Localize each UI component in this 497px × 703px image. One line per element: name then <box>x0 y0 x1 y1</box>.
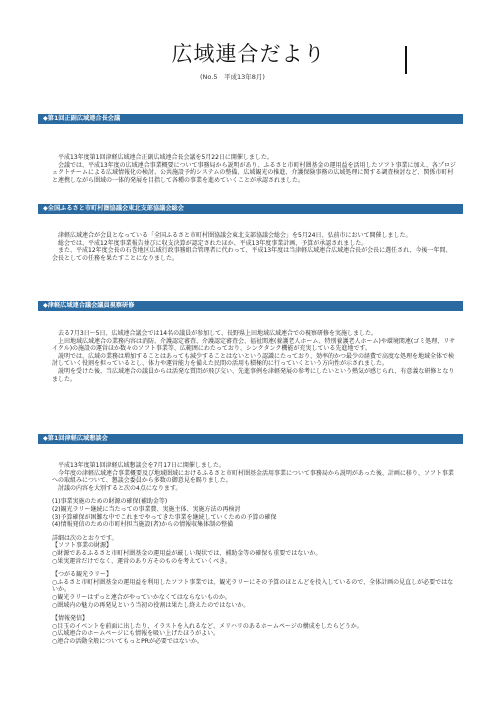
list-item: (2)観光ラリー継続に当たっての事業費、実施主体、実施方法の再検討 <box>52 505 241 513</box>
section-body-2 <box>52 232 457 262</box>
paragraph: 平成13年度第1回津軽広域連合正副広域連合長会議を5月22日に開催しました。 <box>58 154 273 161</box>
group-item: ○果実運営だけでなく、運営のあり方そのものを考えていくべき。 <box>52 557 231 565</box>
decorative-bar <box>405 46 407 74</box>
paragraph: 討議の内容を大別すると次の4点になります。 <box>58 484 182 492</box>
group-item: ○目玉のイベントを前面に出したり、イラストを入れるなど、メリハリのあるホームページの構成をしたらどうか。 <box>52 622 363 630</box>
section-body-4 <box>52 462 457 645</box>
paragraph: 津軽広域連合が会員となっている「全国ふるさと市町村圏協議会東北支部協議会総会」を5月24日、弘前市において開催しました。 <box>58 232 412 239</box>
paragraph: 総会では、平成12年度事業報告並びに収支決算が認定されたほか、平成13年度事業計画、予算が承認されました。 <box>58 239 368 247</box>
section-header-4: ◆第1回津軽広域懇談会 <box>38 434 463 444</box>
group-item: ○財源であるふるさと市町村圏基金の運用益が厳しい現状では、補助金等の確保も重要ではないか。 <box>52 549 322 557</box>
page-title: 広域連合だより <box>171 42 326 66</box>
paragraph: また、平成12年度会長の石巻地区広域行政事務組合管理者に代わって、平成13年度は当津軽広域連合広域連合長が会長に選任され、今後一年間、会長としての任務を果たすことになりました。 <box>52 247 452 262</box>
issue-subtitle: (No.5 平成13年8月) <box>200 73 265 81</box>
paragraph: 今年度の津軽広域連合事業概要及び地域圏域におけるふるさと市町村圏基金活用事業について事務局から説明があった後、計画に移り、ソフト事業への取組みについて、懇談会委員から多数の御意見を賜りました。 <box>52 469 454 485</box>
group-item: ○広域連合のホームページにも情報を吸い上げたほうがよい。 <box>52 630 220 638</box>
list-item: (3)予算確保が困難な中でこれまでやってきた事業を継続していくための予算の確保 <box>52 513 277 521</box>
paragraph: 説明では、広域の業務は増加することはあっても減少することはないという認識にたっており、効率的かつ最少の経費で高度な処理を地域全体で検討していく役割を担っているとし、体力や運営能力を備えた民間の活用も積極的に行っていくという方向性が示されました。 <box>52 352 454 368</box>
section-header-2: ◆全国ふるさと市町村圏協議会東北支部協議会総会 <box>38 204 463 214</box>
paragraph: 上田地域広域連合の業務内容は消防、介護認定審査、介護認定審査会、福祉関連(養護老人ホーム、特別養護老人ホーム)や環境関連(ゴミ処理、リサイクル)の施設の運営ほか数々のソフト事業等、広範囲にわたっており、シンクタンク機能が充実している先進地です。 <box>52 337 456 353</box>
paragraph: 去る7月3日～5日、広域連合議会では14名の議員が参加して、長野県上田地域広域連合での視察研修を実施しました。 <box>58 330 377 337</box>
group-item: ○圏域内の魅力の再発見という当初の役割は果たし終えたのではないか。 <box>52 601 250 609</box>
list-item: (1)事業実施のための財源の確保(補助金等) <box>52 498 168 506</box>
paragraph: 会議では、平成13年度の広域連合事業概要について事務局から説明があり、ふるさと市町村圏基金の運用益を活用したソフト事業に加え、各プロジェクトチームによる広域情報化の検討、公共施設予約システムの整備、広域観光の推進、介護保険事務の広域処理に関する調査検討など、関係市町村と連携しながら圏域の一体的発展を目指して各種の事業を進めていくことが承認されました。 <box>52 161 456 184</box>
group-title: 【つがる観光ラリー】 <box>52 571 113 579</box>
section-header-3: ◆津軽広域連合議会議員視察研修 <box>38 301 463 311</box>
group-item: ○ふるさと市町村圏基金の運用益を利用したソフト事業では、観光ラリーにその予算のほとんどを投入しているので、全体計画の見直しが必要ではないか。 <box>52 578 454 594</box>
group-item: ○連合の活動全般についてもっとPRが必要ではないか。 <box>52 637 203 645</box>
group-title: 【ソフト事業の財源】 <box>52 542 113 550</box>
detail-intro: 詳細は次のとおりです。 <box>52 534 118 542</box>
section-body-1 <box>52 154 457 184</box>
group-title: 【情報発信】 <box>52 615 89 623</box>
section-header-1: ◆第1回正副広域連合長会議 <box>38 114 463 124</box>
group-item: ○観光ラリーはずっと連合がやっていかなくてはならないものか。 <box>52 593 231 601</box>
paragraph: 説明を受けた後、当広域連合の議員からは活発な質問が飛び交い、先進事例を津軽発展の参考にしたいという熱気が感じられ、有意義な研修となりました。 <box>52 367 455 383</box>
section-body-3 <box>52 330 457 383</box>
paragraph: 平成13年度第1回津軽広域懇談会を7月17日に開催しました。 <box>58 462 225 469</box>
list-item: (4)情報発信のための市町村担当施設(者)からの情報収集体制の整備 <box>52 521 234 529</box>
